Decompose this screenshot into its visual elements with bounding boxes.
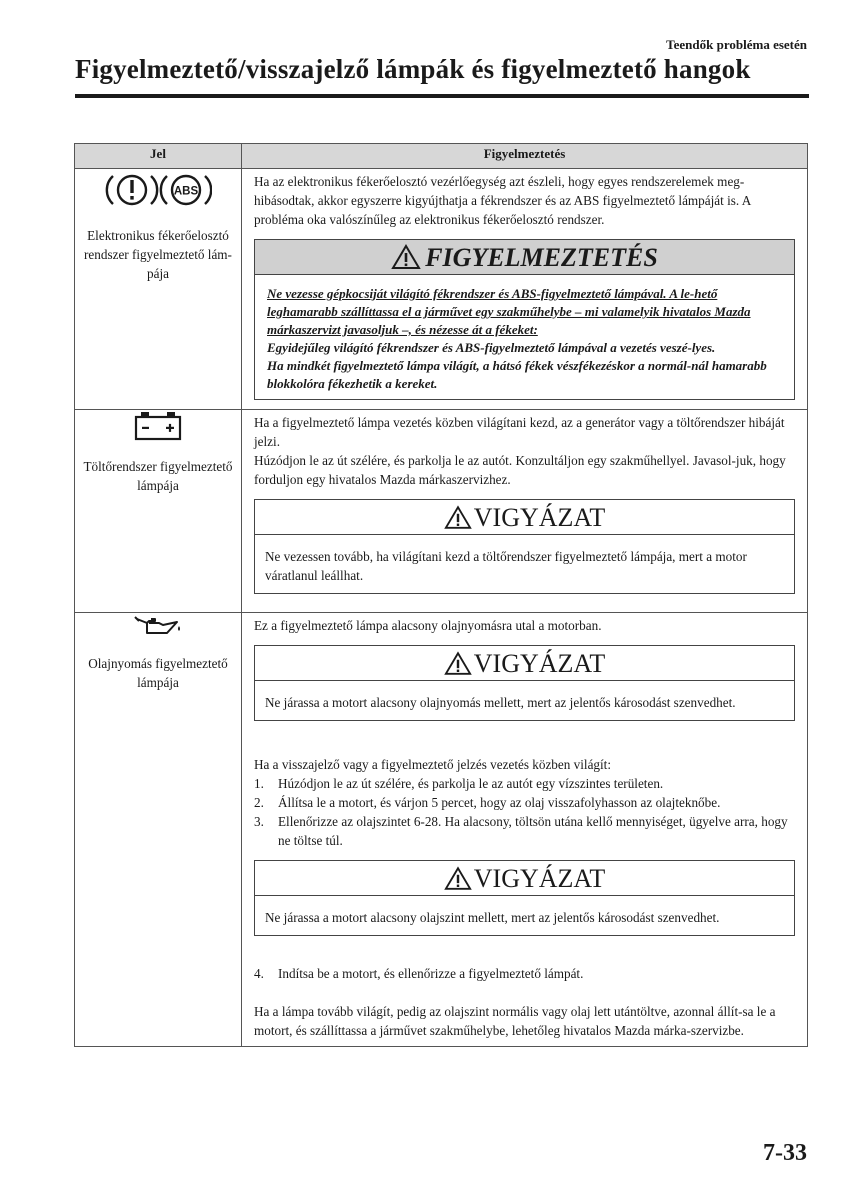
- caution-box: [254, 645, 795, 721]
- warning-triangle-icon: [391, 244, 421, 270]
- caution-box: [254, 499, 795, 594]
- description-text: Ha a visszajelző vagy a figyelmeztető jelzés vezetés közben világít:: [254, 757, 612, 772]
- warning-cell: [242, 613, 808, 1047]
- warning-triangle-icon: [444, 651, 472, 676]
- warning-text: Egyidejűleg világító fékrendszer és ABS-figyelmeztető lámpával a vezetés veszé-lyes.: [267, 340, 716, 355]
- warning-lamp-table: [74, 143, 808, 1047]
- warning-text: Ha mindkét figyelmeztető lámpa világít, a hátsó fékek vészfékezéskor a normál-nál hamarabb blokkolóra fékezhetik a kereket.: [267, 358, 767, 391]
- warning-triangle-icon: [444, 866, 472, 891]
- description-text: Ha a figyelmeztető lámpa vezetés közben világítani kezd, az a generátor vagy a töltőrendszer hibáját jelzi.: [254, 415, 785, 449]
- warning-cell: [242, 169, 808, 410]
- description-text: Ha az elektronikus fékerőelosztó vezérlőegység azt észleli, hogy egyes rendszerelemek meg-hibásodtak, akkor egyszerre kigyújthatja a fékrendszer és az ABS figyelmeztető lámpáját is. A probléma oka valószínűleg az elektronikus fékerőelosztó rendszer.: [254, 174, 751, 227]
- warning-box: [254, 239, 795, 400]
- column-header-symbol: Jel: [75, 144, 242, 169]
- caution-text: Ne járassa a motort alacsony olajszint mellett, mert az jelentős károsodást szenvedhet.: [265, 910, 720, 925]
- warning-triangle-icon: [444, 505, 472, 530]
- caution-title: VIGYÁZAT: [473, 648, 606, 678]
- column-header-warning: Figyelmeztetés: [242, 144, 808, 169]
- symbol-cell: [75, 410, 242, 613]
- caution-header: [255, 861, 794, 896]
- caution-title: VIGYÁZAT: [473, 502, 606, 532]
- table-row: [75, 169, 808, 410]
- page-title: Figyelmeztető/visszajelző lámpák és figyelmeztető hangok: [75, 54, 751, 84]
- table-row: [75, 613, 808, 1047]
- steps-list: [254, 964, 795, 983]
- title-rule: [75, 94, 809, 98]
- caution-box: [254, 860, 795, 936]
- warning-text-underlined: Ne vezesse gépkocsiját világító fékrendszer és ABS-figyelmeztető lámpával. A le-hető leghamarabb szállíttassa el a járművet egy szakműhelybe – mi valamelyik hivatalos Mazda márkaszervizt javasoljuk –, és nézesse át a fékeket:: [267, 286, 751, 337]
- description-text: Ha a lámpa tovább világít, pedig az olajszint normális vagy olaj lett utántöltve, azonnal állít-sa le a motort, és szállíttassa a járművet szakműhelybe, lehetőleg hivatalos Mazda márka-szervizbe.: [254, 1004, 776, 1038]
- table-header-row: [75, 144, 808, 169]
- symbol-cell: [75, 613, 242, 1047]
- list-item: 2. Állítsa le a motort, és várjon 5 percet, hogy az olaj visszafolyhasson az olajteknőbe.: [254, 795, 721, 810]
- list-item: 1. Húzódjon le az út szélére, és parkolja le az autót egy vízszintes területen.: [254, 776, 664, 791]
- warning-header: [255, 240, 794, 275]
- caution-header: [255, 500, 794, 535]
- warning-cell: [242, 410, 808, 613]
- symbol-cell: [75, 169, 242, 410]
- brake-abs-warning-icon: [104, 169, 212, 216]
- description-text: Húzódjon le az út szélére, és parkolja le az autót. Konzultáljon egy szakműhellyel. Javasol-juk, hogy forduljon egy hivatalos Mazda márkaszervizhez.: [254, 453, 786, 487]
- table-row: [75, 410, 808, 613]
- caution-text: Ne járassa a motort alacsony olajnyomás mellett, mert az jelentős károsodást szenvedhet.: [265, 695, 736, 710]
- warning-title: FIGYELMEZTETÉS: [425, 242, 658, 272]
- symbol-label: Elektronikus fékerőelosztó rendszer figyelmeztető lám-pája: [84, 228, 232, 281]
- list-item: 4. Indítsa be a motort, és ellenőrizze a figyelmeztető lámpát.: [254, 966, 584, 981]
- battery-icon: [133, 410, 183, 447]
- abs-text: ABS: [173, 185, 199, 198]
- section-label: Teendők probléma esetén: [666, 37, 807, 52]
- caution-title: VIGYÁZAT: [473, 863, 606, 893]
- warning-body: [255, 275, 794, 399]
- caution-text: Ne vezessen tovább, ha világítani kezd a töltőrendszer figyelmeztető lámpája, mert a motor váratlanul leállhat.: [265, 549, 747, 583]
- list-item: 3. Ellenőrizze az olajszintet 6-28. Ha alacsony, töltsön utána kellő mennyiséget, ügyelve arra, hogy ne töltse túl.: [254, 814, 788, 848]
- page-number: 7-33: [763, 1140, 807, 1166]
- oil-can-icon: [133, 613, 183, 644]
- symbol-label: Töltőrendszer figyelmeztető lámpája: [83, 459, 233, 493]
- caution-header: [255, 646, 794, 681]
- steps-list: [254, 774, 795, 850]
- description-text: Ez a figyelmeztető lámpa alacsony olajnyomásra utal a motorban.: [254, 618, 602, 633]
- symbol-label: Olajnyomás figyelmeztető lámpája: [88, 656, 228, 690]
